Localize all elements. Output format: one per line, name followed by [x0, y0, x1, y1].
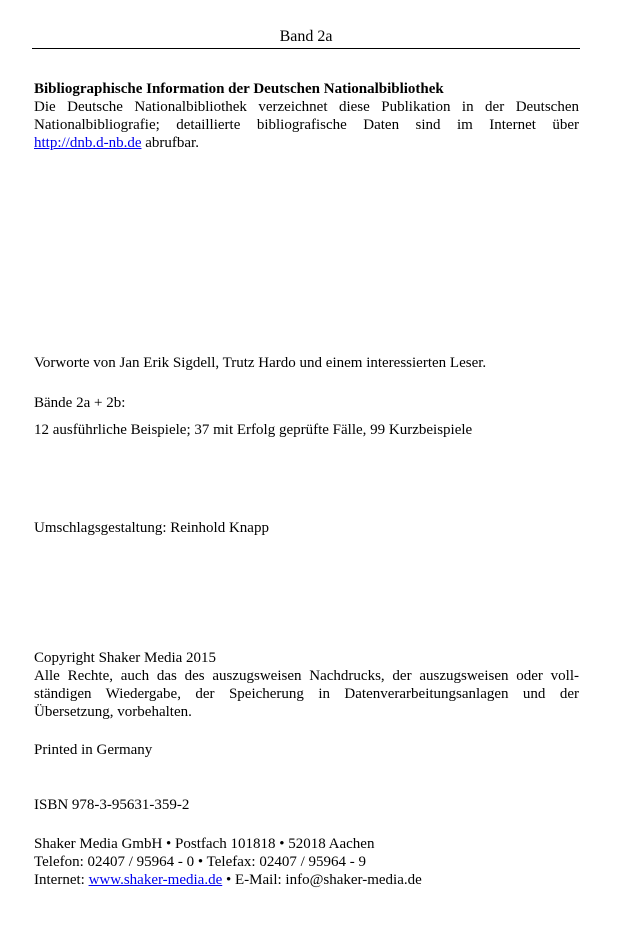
copyright-line-4: Übersetzung, vorbehalten. [34, 704, 192, 720]
isbn: ISBN 978-3-95631-359-2 [34, 797, 190, 813]
volumes-label: Bände 2a + 2b: [34, 395, 126, 411]
publisher-block [34, 835, 579, 889]
copyright-line-2: Alle Rechte, auch das des auszugsweisen Nachdrucks, der auszugsweisen oder voll- [34, 668, 579, 684]
email-text: • E-Mail: info@shaker-media.de [222, 872, 422, 888]
bibliographic-heading: Bibliographische Information der Deutschen Nationalbibliothek [34, 81, 444, 97]
publisher-phone: Telefon: 02407 / 95964 - 0 • Telefax: 02407 / 95964 - 9 [34, 854, 366, 870]
cover-design-credit: Umschlagsgestaltung: Reinhold Knapp [34, 520, 269, 536]
forewords-line: Vorworte von Jan Erik Sigdell, Trutz Hardo und einem interessierten Leser. [34, 355, 487, 371]
publisher-address: Shaker Media GmbH • Postfach 101818 • 52018 Aachen [34, 836, 375, 852]
header-rule [32, 48, 580, 49]
bibliographic-line-3-tail: abrufbar. [141, 135, 199, 151]
publisher-web [34, 871, 579, 889]
bibliographic-line-3 [34, 134, 579, 152]
printed-in: Printed in Germany [34, 742, 153, 758]
copyright-block [34, 649, 579, 721]
bibliographic-info [34, 80, 579, 152]
website-link[interactable]: www.shaker-media.de [88, 872, 223, 888]
copyright-line-1: Copyright Shaker Media 2015 [34, 650, 217, 666]
dnb-link[interactable]: http://dnb.d-nb.de [34, 135, 142, 151]
page-header: Band 2a [279, 28, 333, 45]
internet-label: Internet: [34, 872, 89, 888]
bibliographic-line-1: Die Deutsche Nationalbibliothek verzeichnet diese Publikation in der Deutschen [34, 99, 579, 115]
copyright-line-3: ständigen Wiedergabe, der Speicherung in Datenverarbeitungsanlagen und der [34, 686, 579, 702]
volumes-content: 12 ausführliche Beispiele; 37 mit Erfolg geprüfte Fälle, 99 Kurzbeispiele [34, 422, 473, 438]
bibliographic-line-2: Nationalbibliografie; detaillierte bibliografische Daten sind im Internet über [34, 117, 579, 133]
